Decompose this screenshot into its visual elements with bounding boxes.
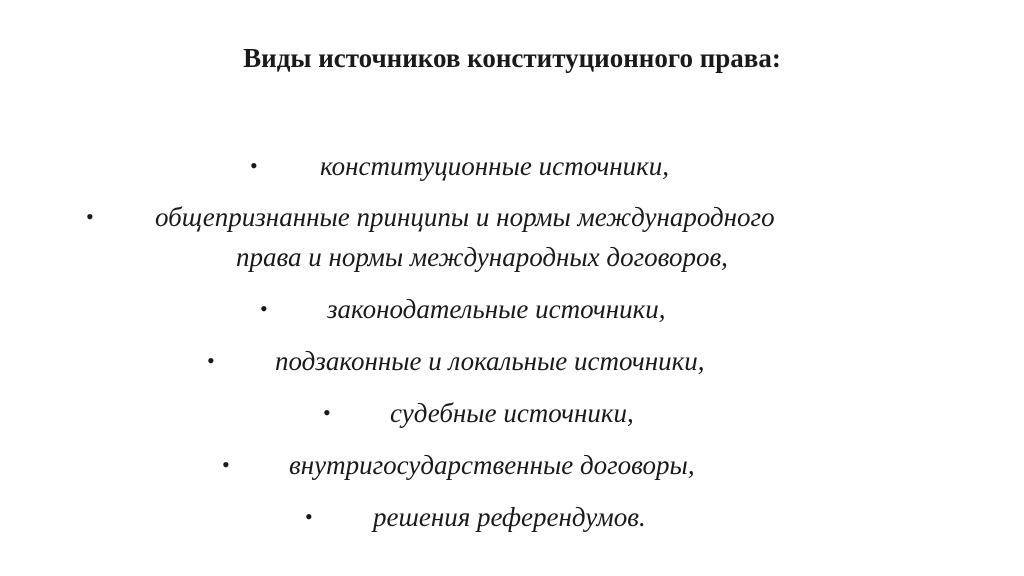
bullet-icon: • — [260, 296, 268, 321]
list-item-text: судебные источники, — [390, 398, 634, 428]
list-item-text: общепризнанные принципы и нормы международного — [155, 202, 775, 232]
list-item-text: решения референдумов. — [373, 502, 646, 532]
bullet-icon: • — [323, 400, 331, 425]
bullet-icon: • — [250, 153, 258, 178]
bullet-icon: • — [305, 504, 313, 529]
list-item-text: законодательные источники, — [327, 294, 666, 324]
bullet-icon: • — [86, 204, 94, 229]
bullet-icon: • — [207, 348, 215, 373]
bullet-icon: • — [222, 452, 230, 477]
list-item-text: внутригосударственные договоры, — [289, 450, 695, 480]
slide-title: Виды источников конституционного права: — [243, 43, 781, 73]
list-item-text: права и нормы международных договоров, — [236, 242, 728, 272]
list-item-text: конституционные источники, — [320, 151, 670, 181]
list-item-text: подзаконные и локальные источники, — [275, 346, 705, 376]
